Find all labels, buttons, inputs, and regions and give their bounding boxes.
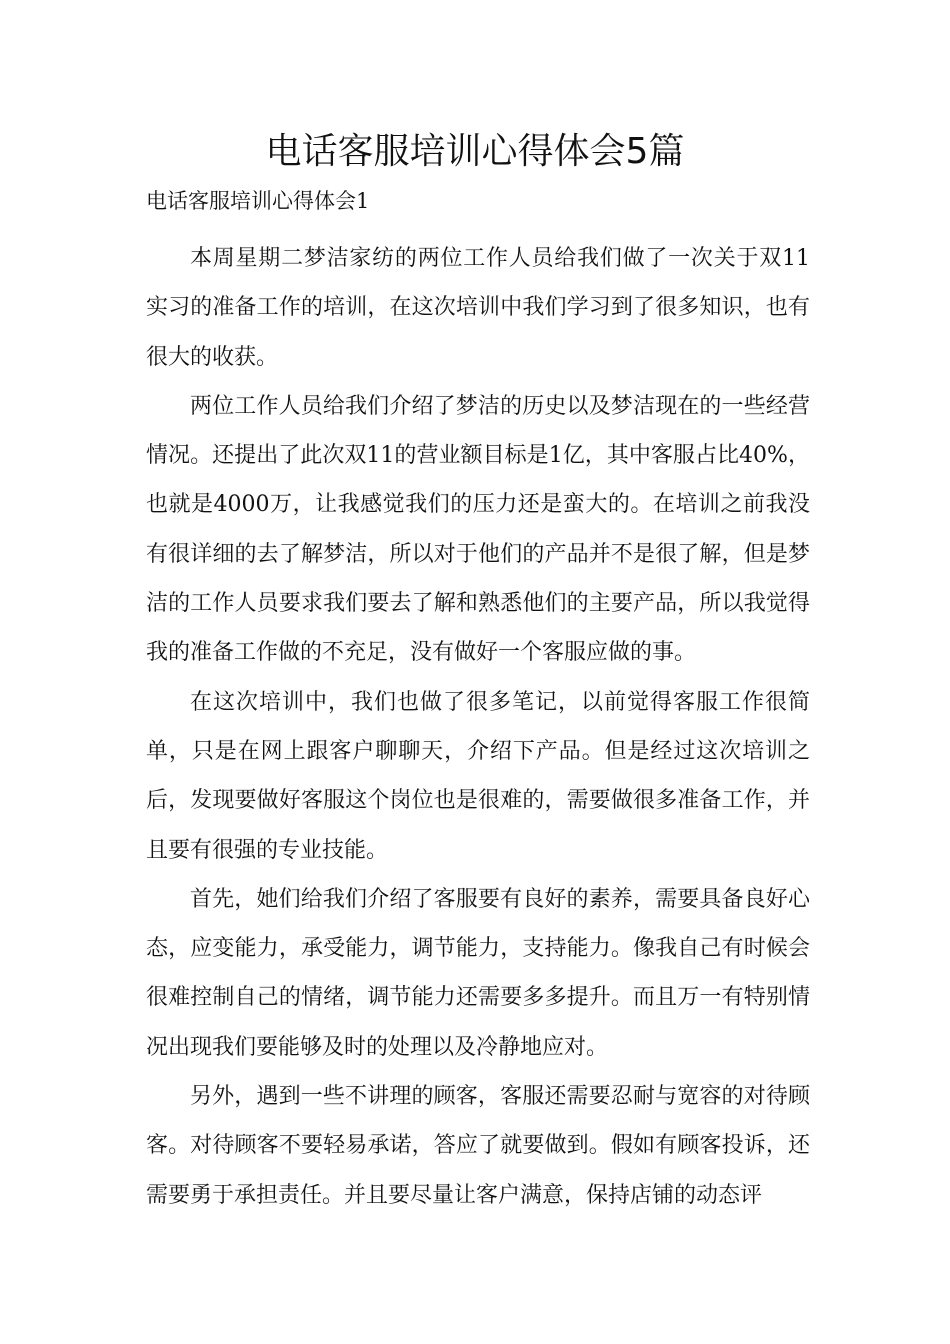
section-heading: 电话客服培训心得体会1 — [146, 189, 370, 213]
paragraph: 在这次培训中，我们也做了很多笔记，以前觉得客服工作很简单，只是在网上跟客户聊聊天，介绍下产品。但是经过这次培训之后，发现要做好客服这个岗位也是很难的，需要做很多准备工作，并且要有很强的专业技能。 — [146, 689, 810, 863]
paragraph: 首先，她们给我们介绍了客服要有良好的素养，需要具备良好心态，应变能力，承受能力，调节能力，支持能力。像我自己有时候会很难控制自己的情绪，调节能力还需要多多提升。而且万一有特别情况出现我们要能够及时的处理以及冷静地应对。 — [146, 886, 810, 1060]
paragraph: 另外，遇到一些不讲理的顾客，客服还需要忍耐与宽容的对待顾客。对待顾客不要轻易承诺，答应了就要做到。假如有顾客投诉，还需要勇于承担责任。并且要尽量让客户满意，保持店铺的动态评 — [146, 1084, 810, 1208]
document-body — [146, 234, 810, 1220]
paragraph: 本周星期二梦洁家纺的两位工作人员给我们做了一次关于双11实习的准备工作的培训，在这次培训中我们学习到了很多知识，也有很大的收获。 — [146, 246, 810, 370]
document-title: 电话客服培训心得体会5篇 — [265, 131, 685, 172]
paragraph: 两位工作人员给我们介绍了梦洁的历史以及梦洁现在的一些经营情况。还提出了此次双11的营业额目标是1亿，其中客服占比40%，也就是4000万，让我感觉我们的压力还是蛮大的。在培训之前我没有很详细的去了解梦洁，所以对于他们的产品并不是很了解，但是梦洁的工作人员要求我们要去了解和熟悉他们的主要产品，所以我觉得我的准备工作做的不充足，没有做好一个客服应做的事。 — [146, 393, 810, 666]
